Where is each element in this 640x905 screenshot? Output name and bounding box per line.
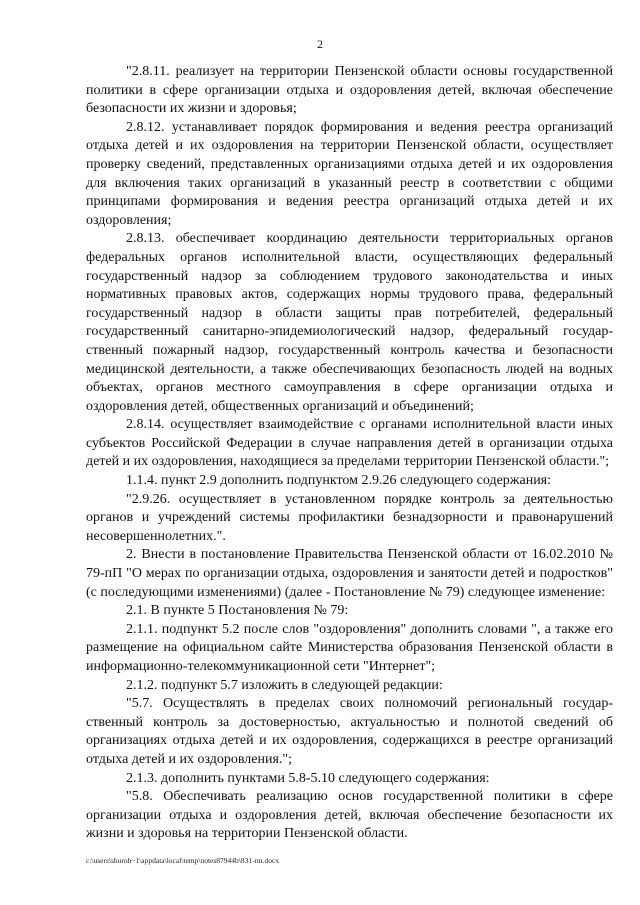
paragraph: 2.8.13. обеспечивает координацию деятельности территориальных органов федеральных органов исполнительной власти, осуществляющих федеральный государственный надзор за соблюдением трудового законодательства и иных нормативных правовых актов, содержащих нормы трудового права, федеральный государственный надзор в области защиты прав потребителей, федеральный государственный санитарно-эпидемиологический надзор, федеральный государственный пожарный надзор, государственный контроль качества и безопасности медицинской деятельности, а также обеспечивающих безопасность людей на водных объектах, органов местного самоуправления в сфере организации отдыха и оздоровления детей, общественных организаций и объединений; — [86, 231, 613, 414]
paragraph: "5.8. Обеспечивать реализацию основ государственной политики в сфере организации отдыха и оздоровления детей, включая обеспечение безопасности их жизни и здоровья на территории Пензенской области. — [86, 789, 613, 842]
paragraph: "2.9.26. осуществляет в установленном порядке контроль за деятельностью органов и учреждений системы профилактики безнадзорности и правонарушений несовершеннолетних.". — [86, 491, 613, 544]
paragraph: "2.8.11. реализует на территории Пензенской области основы государственной политики в сфере организации отдыха и оздоровления детей, включая обеспечение безопасности их жизни и здоровья; — [86, 64, 613, 117]
paragraph: 1.1.4. пункт 2.9 дополнить подпунктом 2.9.26 следующего содержания: — [126, 473, 552, 489]
footer-file-path: c:\users\shuroh~1\appdata\local\temp\notes87944b\831-пп.docx — [86, 856, 280, 865]
document-body — [86, 63, 613, 844]
paragraph: 2.8.12. устанавливает порядок формирования и ведения реестра организаций отдыха детей и их оздоровления на территории Пензенской области, осуществляет проверку сведений, представленных организациями отдыха детей и их оздоровления для включения таких организаций в указанный реестр в соответствии с общими принципами формирования и ведения реестра организаций отдыха детей и их оздоровления; — [86, 119, 613, 228]
page-number: 2 — [317, 37, 323, 51]
paragraph: 2. Внести в постановление Правительства Пензенской области от 16.02.2010 № 79-пП "О мерах по организации отдыха, оздоровления и занятости детей и подростков" (с последующими изменениями) (далее - Постановление № 79) следующее изменение: — [86, 547, 613, 600]
paragraph: 2.1.3. дополнить пунктами 5.8-5.10 следующего содержания: — [126, 770, 490, 786]
paragraph: 2.8.14. осуществляет взаимодействие с органами исполнительной власти иных субъектов Российской Федерации в случае направления детей в организации отдыха детей и их оздоровления, находящиеся за пределами территории Пензенской области."; — [86, 417, 613, 470]
paragraph: 2.1.2. подпункт 5.7 изложить в следующей редакции: — [126, 677, 443, 693]
paragraph: "5.7. Осуществлять в пределах своих полномочий региональный государственный контроль за достоверностью, актуальностью и полнотой сведений об организациях отдыха детей и их оздоровления, содержащихся в реестре организаций отдыха детей и их оздоровления."; — [86, 696, 613, 767]
paragraph: 2.1. В пункте 5 Постановления № 79: — [126, 603, 349, 619]
paragraph: 2.1.1. подпункт 5.2 после слов "оздоровления" дополнить словами ", а также его размещение на официальном сайте Министерства образования Пензенской области в информационно-телекоммуникационной сети "Интернет"; — [86, 621, 613, 674]
